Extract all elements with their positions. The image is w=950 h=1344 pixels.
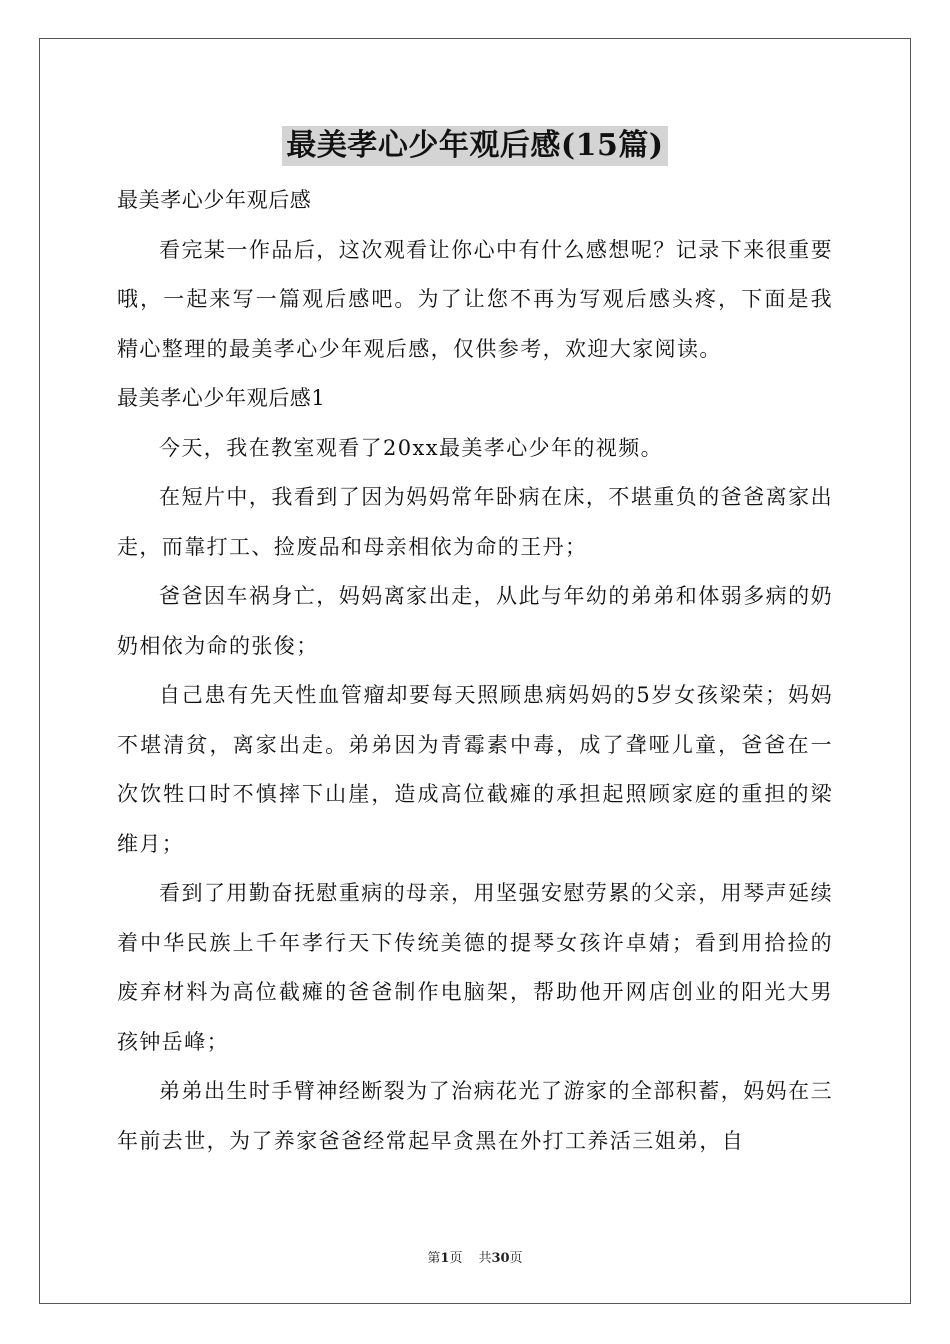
page-footer xyxy=(0,1247,950,1266)
page-total: 共30页 xyxy=(478,1251,523,1266)
page-number: 第1页 xyxy=(427,1251,463,1266)
document-body xyxy=(117,176,833,1166)
body-paragraph: 弟弟出生时手臂神经断裂为了治病花光了游家的全部积蓄，妈妈在三年前去世，为了养家爸爸经常起早贪黑在外打工养活三姐弟，自 xyxy=(117,1079,833,1153)
body-paragraph: 在短片中，我看到了因为妈妈常年卧病在床，不堪重负的爸爸离家出走，而靠打工、捡废品和母亲相依为命的王丹； xyxy=(117,485,833,559)
title-container xyxy=(0,126,950,166)
body-paragraph: 自己患有先天性血管瘤却要每天照顾患病妈妈的5岁女孩梁荣；妈妈不堪清贫，离家出走。弟弟因为青霉素中毒，成了聋哑儿童，爸爸在一次饮牲口时不慎摔下山崖，造成高位截瘫的承担起照顾家庭的重担的梁维月； xyxy=(117,683,833,856)
section-heading: 最美孝心少年观后感 xyxy=(117,188,312,212)
body-paragraph: 今天，我在教室观看了20xx最美孝心少年的视频。 xyxy=(159,435,664,460)
document-title: 最美孝心少年观后感(15篇) xyxy=(282,126,667,166)
body-paragraph: 看到了用勤奋抚慰重病的母亲，用坚强安慰劳累的父亲，用琴声延续着中华民族上千年孝行天下传统美德的提琴女孩许卓婧；看到用拾捡的废弃材料为高位截瘫的爸爸制作电脑架，帮助他开网店创业的阳光大男孩钟岳峰； xyxy=(117,881,833,1054)
body-paragraph: 爸爸因车祸身亡，妈妈离家出走，从此与年幼的弟弟和体弱多病的奶奶相依为命的张俊； xyxy=(117,584,833,658)
body-paragraph: 看完某一作品后，这次观看让你心中有什么感想呢？记录下来很重要哦，一起来写一篇观后感吧。为了让您不再为写观后感头疼，下面是我精心整理的最美孝心少年观后感，仅供参考，欢迎大家阅读。 xyxy=(117,237,833,361)
section-heading: 最美孝心少年观后感1 xyxy=(117,386,326,410)
